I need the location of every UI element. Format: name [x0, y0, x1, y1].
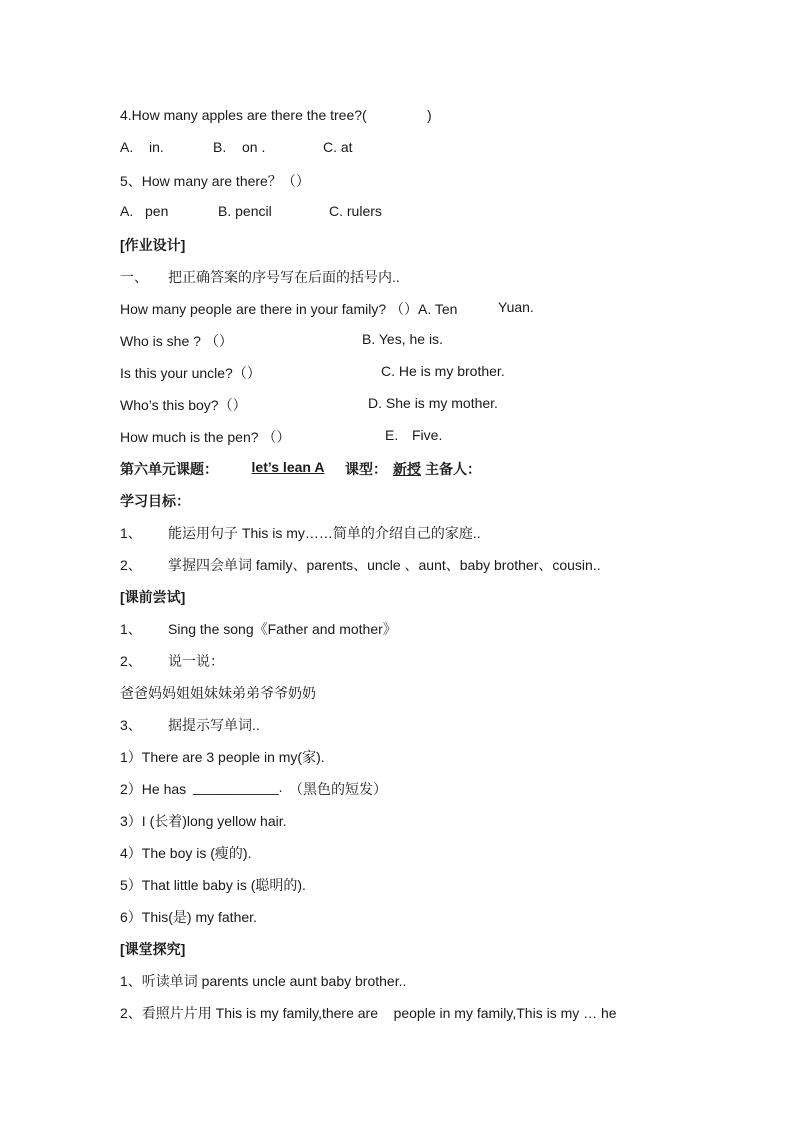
goal-text: 掌握四会单词 family、parents、uncle 、aunt、baby brother、cousin..: [168, 557, 601, 573]
unit-preparer: 主备人：: [425, 461, 481, 477]
q4-option-b-label: B.: [213, 139, 227, 155]
match-option: B. Yes, he is.: [362, 331, 443, 347]
goal-text: 能运用句子 This is my……简单的介绍自己的家庭..: [168, 525, 481, 541]
q5-option-b: B. pencil: [218, 203, 272, 219]
match-question: Who is she ? （）: [120, 333, 233, 349]
fill-item: 1）There are 3 people in my(家).: [120, 749, 325, 765]
match-question: Is this your uncle?（）: [120, 365, 261, 381]
match-option: D. She is my mother.: [368, 395, 498, 411]
match-option: C. He is my brother.: [381, 363, 505, 379]
unit-prefix: 第六单元课题：: [120, 461, 218, 477]
match-option: E.: [385, 427, 399, 443]
explore-heading: [课堂探究]: [120, 941, 186, 957]
fill-hint: （黑色的短发）: [289, 781, 387, 797]
q4-close: ): [427, 107, 432, 123]
match-question: How much is the pen? （）: [120, 429, 291, 445]
pre-item-text: 据提示写单词..: [168, 717, 260, 733]
goal-num: 1、: [120, 525, 142, 541]
pre-item-num: 2、: [120, 653, 142, 669]
match-question: How many people are there in your family? （）A. Ten: [120, 301, 458, 317]
unit-type-value: 新授: [393, 461, 421, 477]
match-option-text: Five.: [412, 427, 443, 443]
fill-blank: ___________.: [193, 779, 283, 795]
fill-item: 2）He has: [120, 781, 187, 797]
pre-item-text: 说一说：: [168, 653, 224, 669]
fill-item: 4）The boy is (瘦的).: [120, 845, 252, 861]
pre-item-num: 1、: [120, 621, 142, 637]
q4-stem: 4.How many apples are there the tree?(: [120, 107, 367, 123]
homework-instruction: 把正确答案的序号写在后面的括号内..: [168, 269, 400, 285]
explore-item: 1、听读单词 parents uncle aunt baby brother..: [120, 973, 407, 989]
q4-option-b: on .: [242, 139, 266, 155]
explore-item: 2、看照片片用 This is my family,there are people in my family,This is my … he: [120, 1005, 617, 1021]
fill-item: 6）This(是) my father.: [120, 909, 257, 925]
q5-option-c: C. rulers: [329, 203, 382, 219]
q5-option-a-label: A.: [120, 203, 134, 219]
family-words: 爸爸妈妈姐姐妹妹弟弟爷爷奶奶: [120, 685, 316, 701]
pre-item-text: Sing the song《Father and mother》: [168, 621, 397, 637]
pre-item-num: 3、: [120, 717, 142, 733]
q4-option-c: C. at: [323, 139, 353, 155]
q5-option-a: pen: [145, 203, 169, 219]
match-option: Yuan.: [498, 299, 534, 315]
goals-heading: 学习目标：: [120, 493, 190, 509]
pre-class-heading: [课前尝试]: [120, 589, 186, 605]
q4-option-a: in.: [149, 139, 164, 155]
unit-type-label: 课型：: [345, 461, 387, 477]
match-question: Who’s this boy?（）: [120, 397, 247, 413]
fill-item: 3）I (长着)long yellow hair.: [120, 813, 287, 829]
goal-num: 2、: [120, 557, 142, 573]
unit-topic: let’s lean A: [251, 459, 325, 475]
q5-stem: 5、How many are there？（）: [120, 173, 310, 189]
q4-option-a-label: A.: [120, 139, 134, 155]
homework-instruction-num: 一、: [120, 269, 148, 285]
fill-item: 5）That little baby is (聪明的).: [120, 877, 306, 893]
homework-heading: [作业设计]: [120, 237, 186, 253]
